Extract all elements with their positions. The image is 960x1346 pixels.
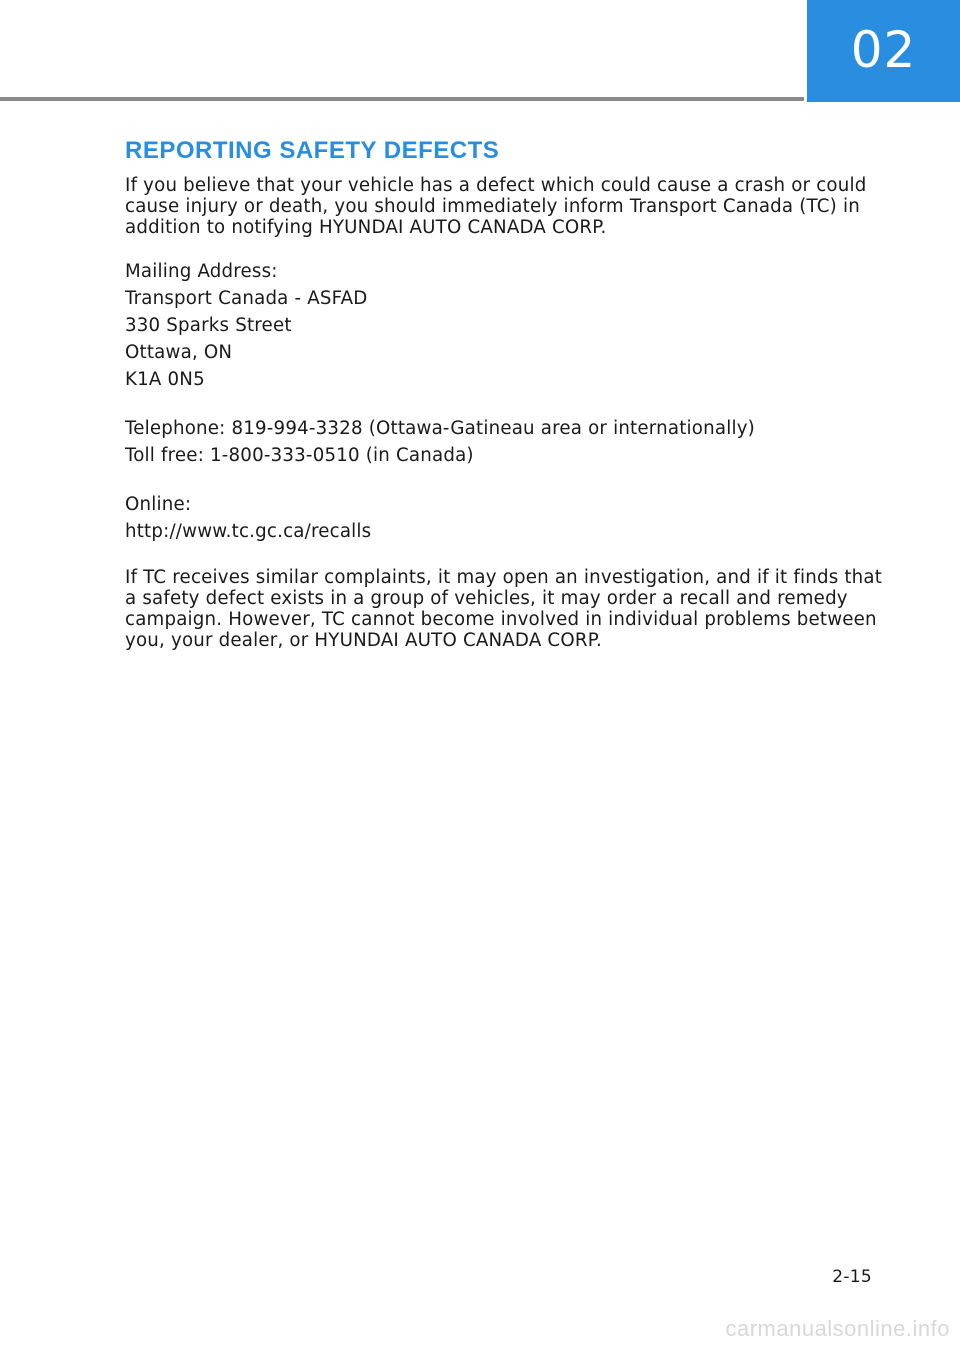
online-label: Online: <box>125 494 192 515</box>
page-number: 2-15 <box>832 1267 872 1287</box>
address-line: Transport Canada - ASFAD <box>125 288 368 309</box>
mailing-address-label: Mailing Address: <box>125 261 278 282</box>
phone-block <box>125 415 895 469</box>
mailing-address-block <box>125 258 895 393</box>
closing-paragraph: If TC receives similar complaints, it may open an investigation, and if it finds that a safety defect exists in a group of vehicles, it may order a recall and remedy campaign. However, TC cannot become involved in individual problems between you, your dealer, or HYUNDAI AUTO CANADA CORP. <box>125 567 883 651</box>
address-line: Ottawa, ON <box>125 342 233 363</box>
online-url-link[interactable]: http://www.tc.gc.ca/recalls <box>125 521 372 542</box>
header-rule <box>0 97 804 101</box>
chapter-tab <box>807 0 960 102</box>
section-title: REPORTING SAFETY DEFECTS <box>125 137 500 164</box>
intro-paragraph: If you believe that your vehicle has a defect which could cause a crash or could cause injury or death, you should immediately inform Transport Canada (TC) in addition to notifying HYUNDAI AUTO CANADA CORP. <box>125 175 867 238</box>
watermark: carmanualsonline.info <box>725 1316 950 1341</box>
online-block <box>125 491 895 545</box>
main-content <box>125 137 895 651</box>
chapter-number: 02 <box>850 21 917 79</box>
address-line: 330 Sparks Street <box>125 315 292 336</box>
address-line: K1A 0N5 <box>125 369 205 390</box>
telephone-line: Telephone: 819-994-3328 (Ottawa-Gatineau area or internationally) <box>125 418 755 439</box>
toll-free-line: Toll free: 1-800-333-0510 (in Canada) <box>125 445 474 466</box>
